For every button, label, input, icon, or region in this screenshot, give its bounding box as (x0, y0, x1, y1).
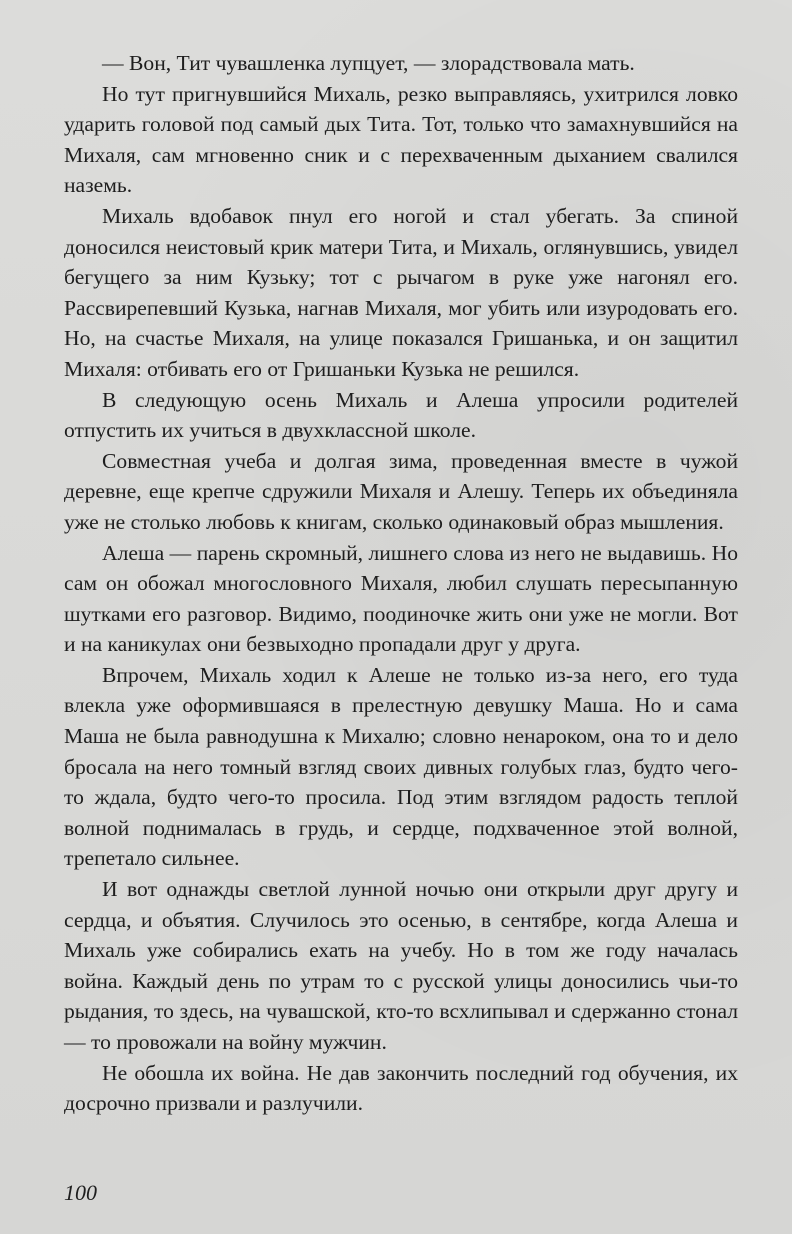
paragraph: В следующую осень Михаль и Алеша упросили родителей отпустить их учиться в двухклассной школе. (64, 387, 738, 443)
paragraph: Но тут пригнувшийся Михаль, резко выправляясь, ухитрился ловко ударить головой под самый дых Тита. Тот, только что замахнувшийся на Михаля, сам мгновенно сник и с перехваченным дыханием свалился наземь. (64, 81, 738, 198)
paragraph: Впрочем, Михаль ходил к Алеше не только из-за него, его туда влекла уже оформившаяся в прелестную девушку Маша. Но и сама Маша не была равнодушна к Михалю; словно ненароком, она то и дело бросала на него томный взгляд своих дивных голубых глаз, будто чего-то ждала, будто чего-то просила. Под этим взглядом радость теплой волной поднималась в грудь, и сердце, подхваченное этой волной, трепетало сильнее. (64, 662, 738, 871)
paragraph: И вот однажды светлой лунной ночью они открыли друг другу и сердца, и объятия. Случилось это осенью, в сентябре, когда Алеша и Михаль уже собирались ехать на учебу. Но в том же году началась война. Каждый день по утрам то с русской улицы доносились чьи-то рыдания, то здесь, на чувашской, кто-то всхлипывал и сдержанно стонал — то провожали на войну мужчин. (64, 877, 738, 1054)
paragraph: Не обошла их война. Не дав закончить последний год обучения, их досрочно призвали и разлучили. (64, 1060, 738, 1116)
paragraph: Совместная учеба и долгая зима, проведенная вместе в чужой деревне, еще крепче сдружили Михаля и Алешу. Теперь их объединяла уже не столько любовь к книгам, сколько одинаковый образ мышления. (64, 448, 738, 534)
body-text (64, 48, 738, 1119)
paragraph: Алеша — парень скромный, лишнего слова из него не выдавишь. Но сам он обожал многословного Михаля, любил слушать пересыпанную шутками его разговор. Видимо, поодиночке жить они уже не могли. Вот и на каникулах они безвыходно пропадали друг у друга. (64, 540, 738, 657)
paragraph: — Вон, Тит чувашленка лупцует, — злорадствовала мать. (102, 51, 635, 75)
paragraph: Михаль вдобавок пнул его ногой и стал убегать. За спиной доносился неистовый крик матери Тита, и Михаль, оглянувшись, увидел бегущего за ним Кузьку; тот с рычагом в руке уже нагонял его. Рассвирепевший Кузька, нагнав Михаля, мог убить или изуродовать его. Но, на счастье Михаля, на улице показался Гришанька, и он защитил Михаля: отбивать его от Гришаньки Кузька не решился. (64, 203, 738, 381)
page-number: 100 (64, 1180, 97, 1205)
